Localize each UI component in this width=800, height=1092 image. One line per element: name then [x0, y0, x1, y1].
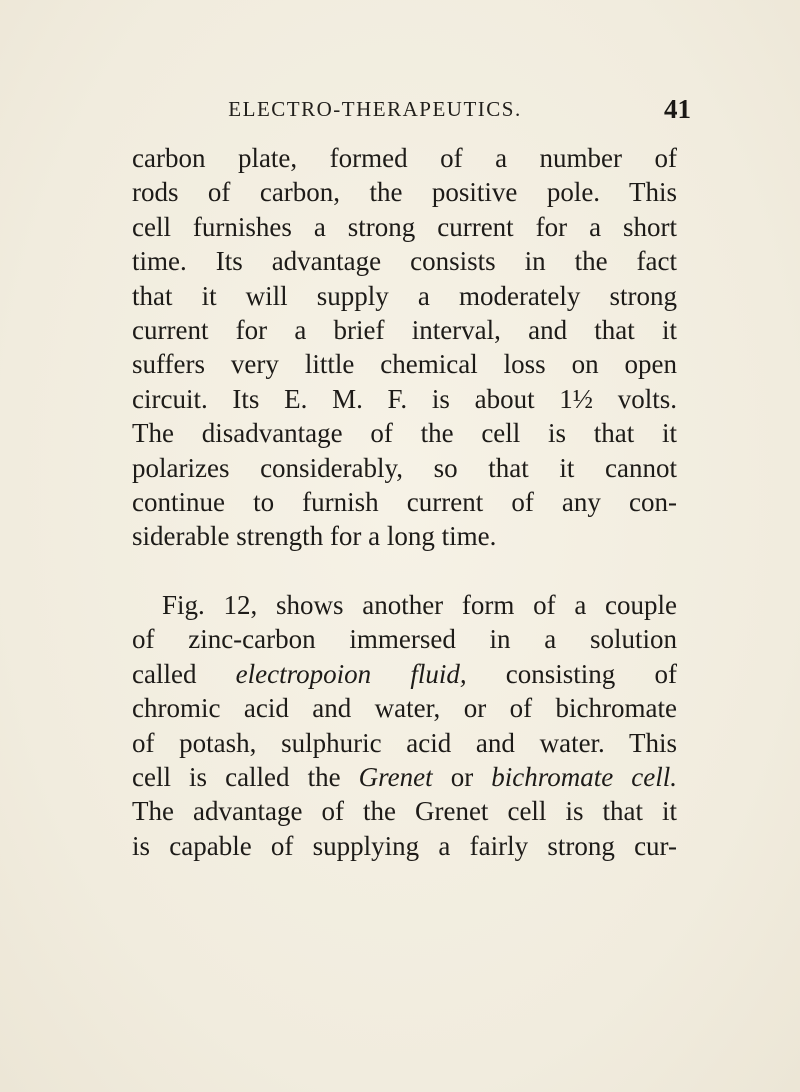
text-line: of zinc-carbon immersed in a solution — [132, 624, 677, 655]
text-line: The disadvantage of the cell is that it — [132, 418, 677, 449]
italic-term: Grenet — [358, 761, 433, 792]
text-line: polarizes considerably, so that it cannot — [132, 452, 677, 483]
text-line: that it will supply a moderately strong — [132, 280, 677, 311]
text-fragment: consisting of — [466, 658, 677, 689]
text-line: current for a brief interval, and that it — [132, 315, 677, 346]
text-fragment: called — [132, 658, 236, 689]
text-line — [132, 760, 677, 794]
page-number: 41 — [664, 94, 691, 124]
text-line: The advantage of the Grenet cell is that it — [132, 796, 677, 827]
running-title: ELECTRO-THERAPEUTICS. — [228, 97, 522, 121]
text-line: rods of carbon, the positive pole. This — [132, 177, 677, 208]
text-fragment: or — [432, 761, 492, 792]
text-fragment: cell is called the — [132, 761, 359, 792]
italic-term: electropoion fluid, — [235, 658, 467, 689]
text-line: chromic acid and water, or of bichromate — [132, 693, 677, 724]
text-line: cell furnishes a strong current for a short — [132, 211, 677, 242]
text-line: time. Its advantage consists in the fact — [132, 246, 677, 277]
text-line: continue to furnish current of any con- — [132, 487, 677, 518]
text-line: siderable strength for a long time. — [132, 521, 497, 552]
text-line — [132, 657, 677, 691]
running-head — [0, 92, 800, 126]
text-line: suffers very little chemical loss on open — [132, 349, 677, 380]
text-line: circuit. Its E. M. F. is about 1½ volts. — [132, 383, 677, 414]
paragraph-1 — [132, 141, 677, 554]
body-text — [132, 141, 677, 863]
text-line: carbon plate, formed of a number of — [132, 143, 677, 173]
text-line: Fig. 12, shows another form of a couple — [162, 589, 677, 620]
text-line: of potash, sulphuric acid and water. This — [132, 727, 677, 758]
paragraph-2 — [132, 588, 677, 863]
italic-term: bichromate cell. — [491, 761, 678, 792]
text-line: is capable of supplying a fairly strong cur- — [132, 830, 677, 861]
